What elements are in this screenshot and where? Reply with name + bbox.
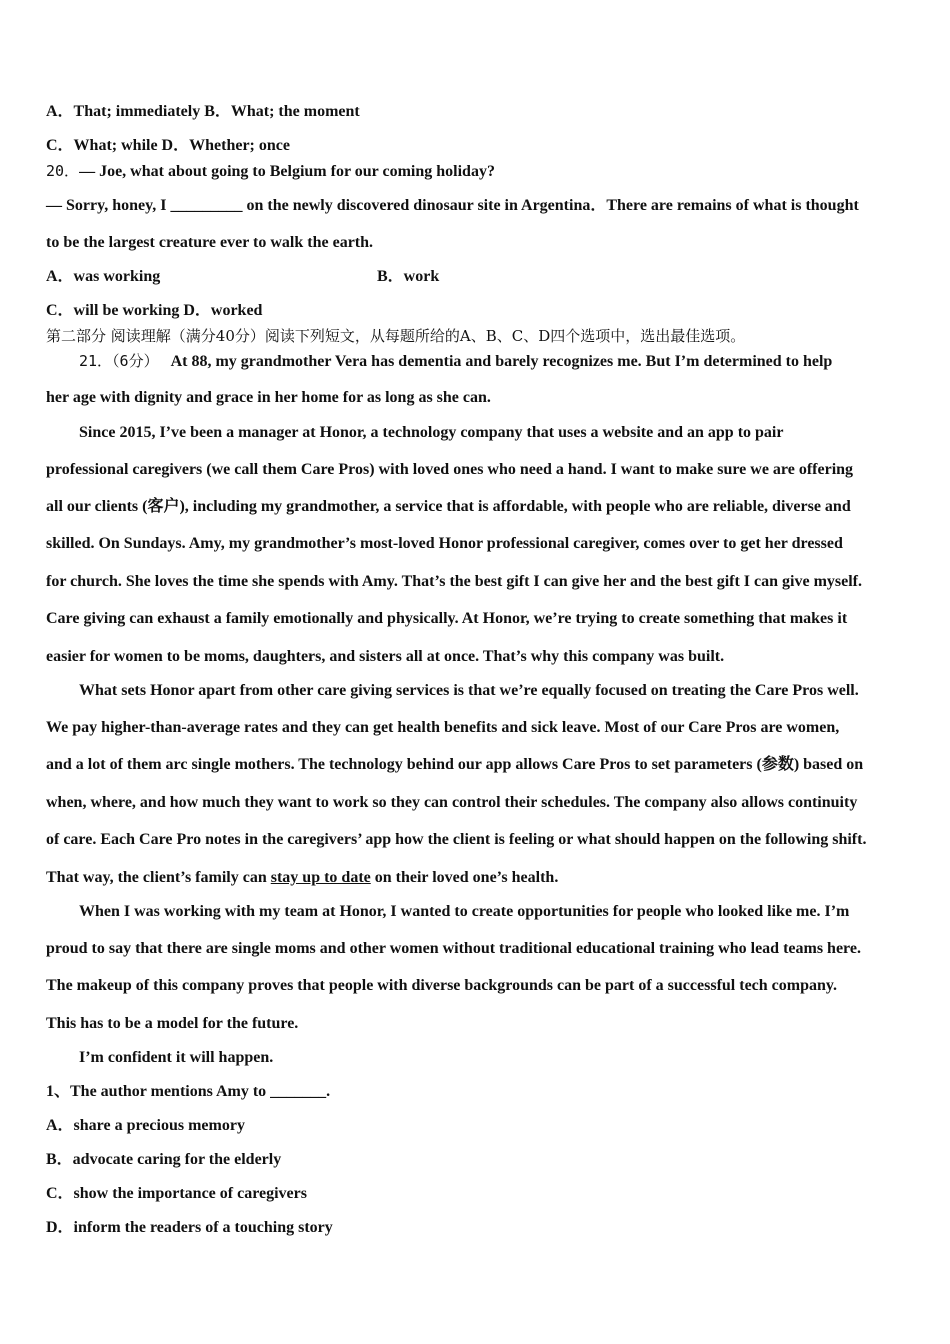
passage-p3-line: What sets Honor apart from other care giving services is that we’re equally focused on treating the Care Pros well. [79,682,859,699]
passage-p1-text: At 88, my grandmother Vera has dementia and barely recognizes me. But I’m determined to help [170,353,833,370]
passage-p2-line: all our clients (客户), including my grandmother, a service that is affordable, with people who are reliable, diverse and [46,498,851,515]
q20-stem [46,161,495,182]
section-2-header: 第二部分 阅读理解（满分40分）阅读下列短文，从每题所给的A、B、C、D四个选项中，选出最佳选项。 [46,327,746,345]
q20-option-a: A．was working [46,268,161,285]
passage-p2-line: professional caregivers (we call them Care Pros) with loved ones who need a hand. I want to make sure we are offering [46,461,854,478]
question-1-option: C．show the importance of caregivers [46,1185,307,1202]
q20-reply-line-1: — Sorry, honey, I _________ on the newly discovered dinosaur site in Argentina．There are remains of what is thought [46,197,859,214]
q20-stem-text: — Joe, what about going to Belgium for our coming holiday? [79,163,495,180]
passage-paragraph-1-line-2: her age with dignity and grace in her home for as long as she can. [46,389,491,406]
passage-p4-line: proud to say that there are single moms and other women without traditional educational training who lead teams here. [46,940,861,957]
q19-options-line-2: C．What; while D．Whether; once [46,137,290,154]
q20-option-b: B．work [377,268,440,285]
p3-last-before: That way, the client’s family can [46,869,271,886]
question-1-stem: 1、The author mentions Amy to _______. [46,1083,331,1100]
passage-p3-line: of care. Each Care Pro notes in the caregivers’ app how the client is feeling or what should happen on the following shift. [46,831,867,848]
passage-p5: I’m confident it will happen. [79,1049,274,1066]
q19-options-line-1: A．That; immediately B．What; the moment [46,103,360,120]
passage-number: 21．（6分） [79,352,159,370]
passage-p3-line: and a lot of them arc single mothers. The technology behind our app allows Care Pros to set parameters (参数) based on [46,756,864,773]
passage-p2-line: Since 2015, I’ve been a manager at Honor, a technology company that uses a website and an app to pair [79,424,784,441]
passage-p4-line: This has to be a model for the future. [46,1015,299,1032]
q20-reply-line-2: to be the largest creature ever to walk the earth. [46,234,374,251]
underlined-phrase: stay up to date [270,869,371,886]
q20-options-cd: C．will be working D．worked [46,302,263,319]
q20-number: 20． [46,162,80,180]
question-1-option: A．share a precious memory [46,1117,245,1134]
passage-p2-line: Care giving can exhaust a family emotionally and physically. At Honor, we’re trying to create something that makes it [46,610,848,627]
passage-p2-line: for church. She loves the time she spends with Amy. That’s the best gift I can give her and the best gift I can give myself. [46,573,862,590]
passage-paragraph-1-line-1 [79,351,832,372]
passage-p3-last-line [46,868,558,888]
passage-p3-line: when, where, and how much they want to work so they can control their schedules. The company also allows continuity [46,794,858,811]
passage-p3-line: We pay higher-than-average rates and they can get health benefits and sick leave. Most of our Care Pros are women, [46,719,840,736]
p3-last-after: on their loved one’s health. [370,869,559,886]
question-1-option: D．inform the readers of a touching story [46,1219,333,1236]
passage-p2-line: skilled. On Sundays. Amy, my grandmother’s most-loved Honor professional caregiver, comes over to get her dressed [46,535,843,552]
passage-p4-line: The makeup of this company proves that people with diverse backgrounds can be part of a successful tech company. [46,977,838,994]
question-1-option: B．advocate caring for the elderly [46,1151,282,1168]
passage-p2-line: easier for women to be moms, daughters, and sisters all at once. That’s why this company was built. [46,648,725,665]
passage-p4-line: When I was working with my team at Honor, I wanted to create opportunities for people who looked like me. I’m [79,903,850,920]
